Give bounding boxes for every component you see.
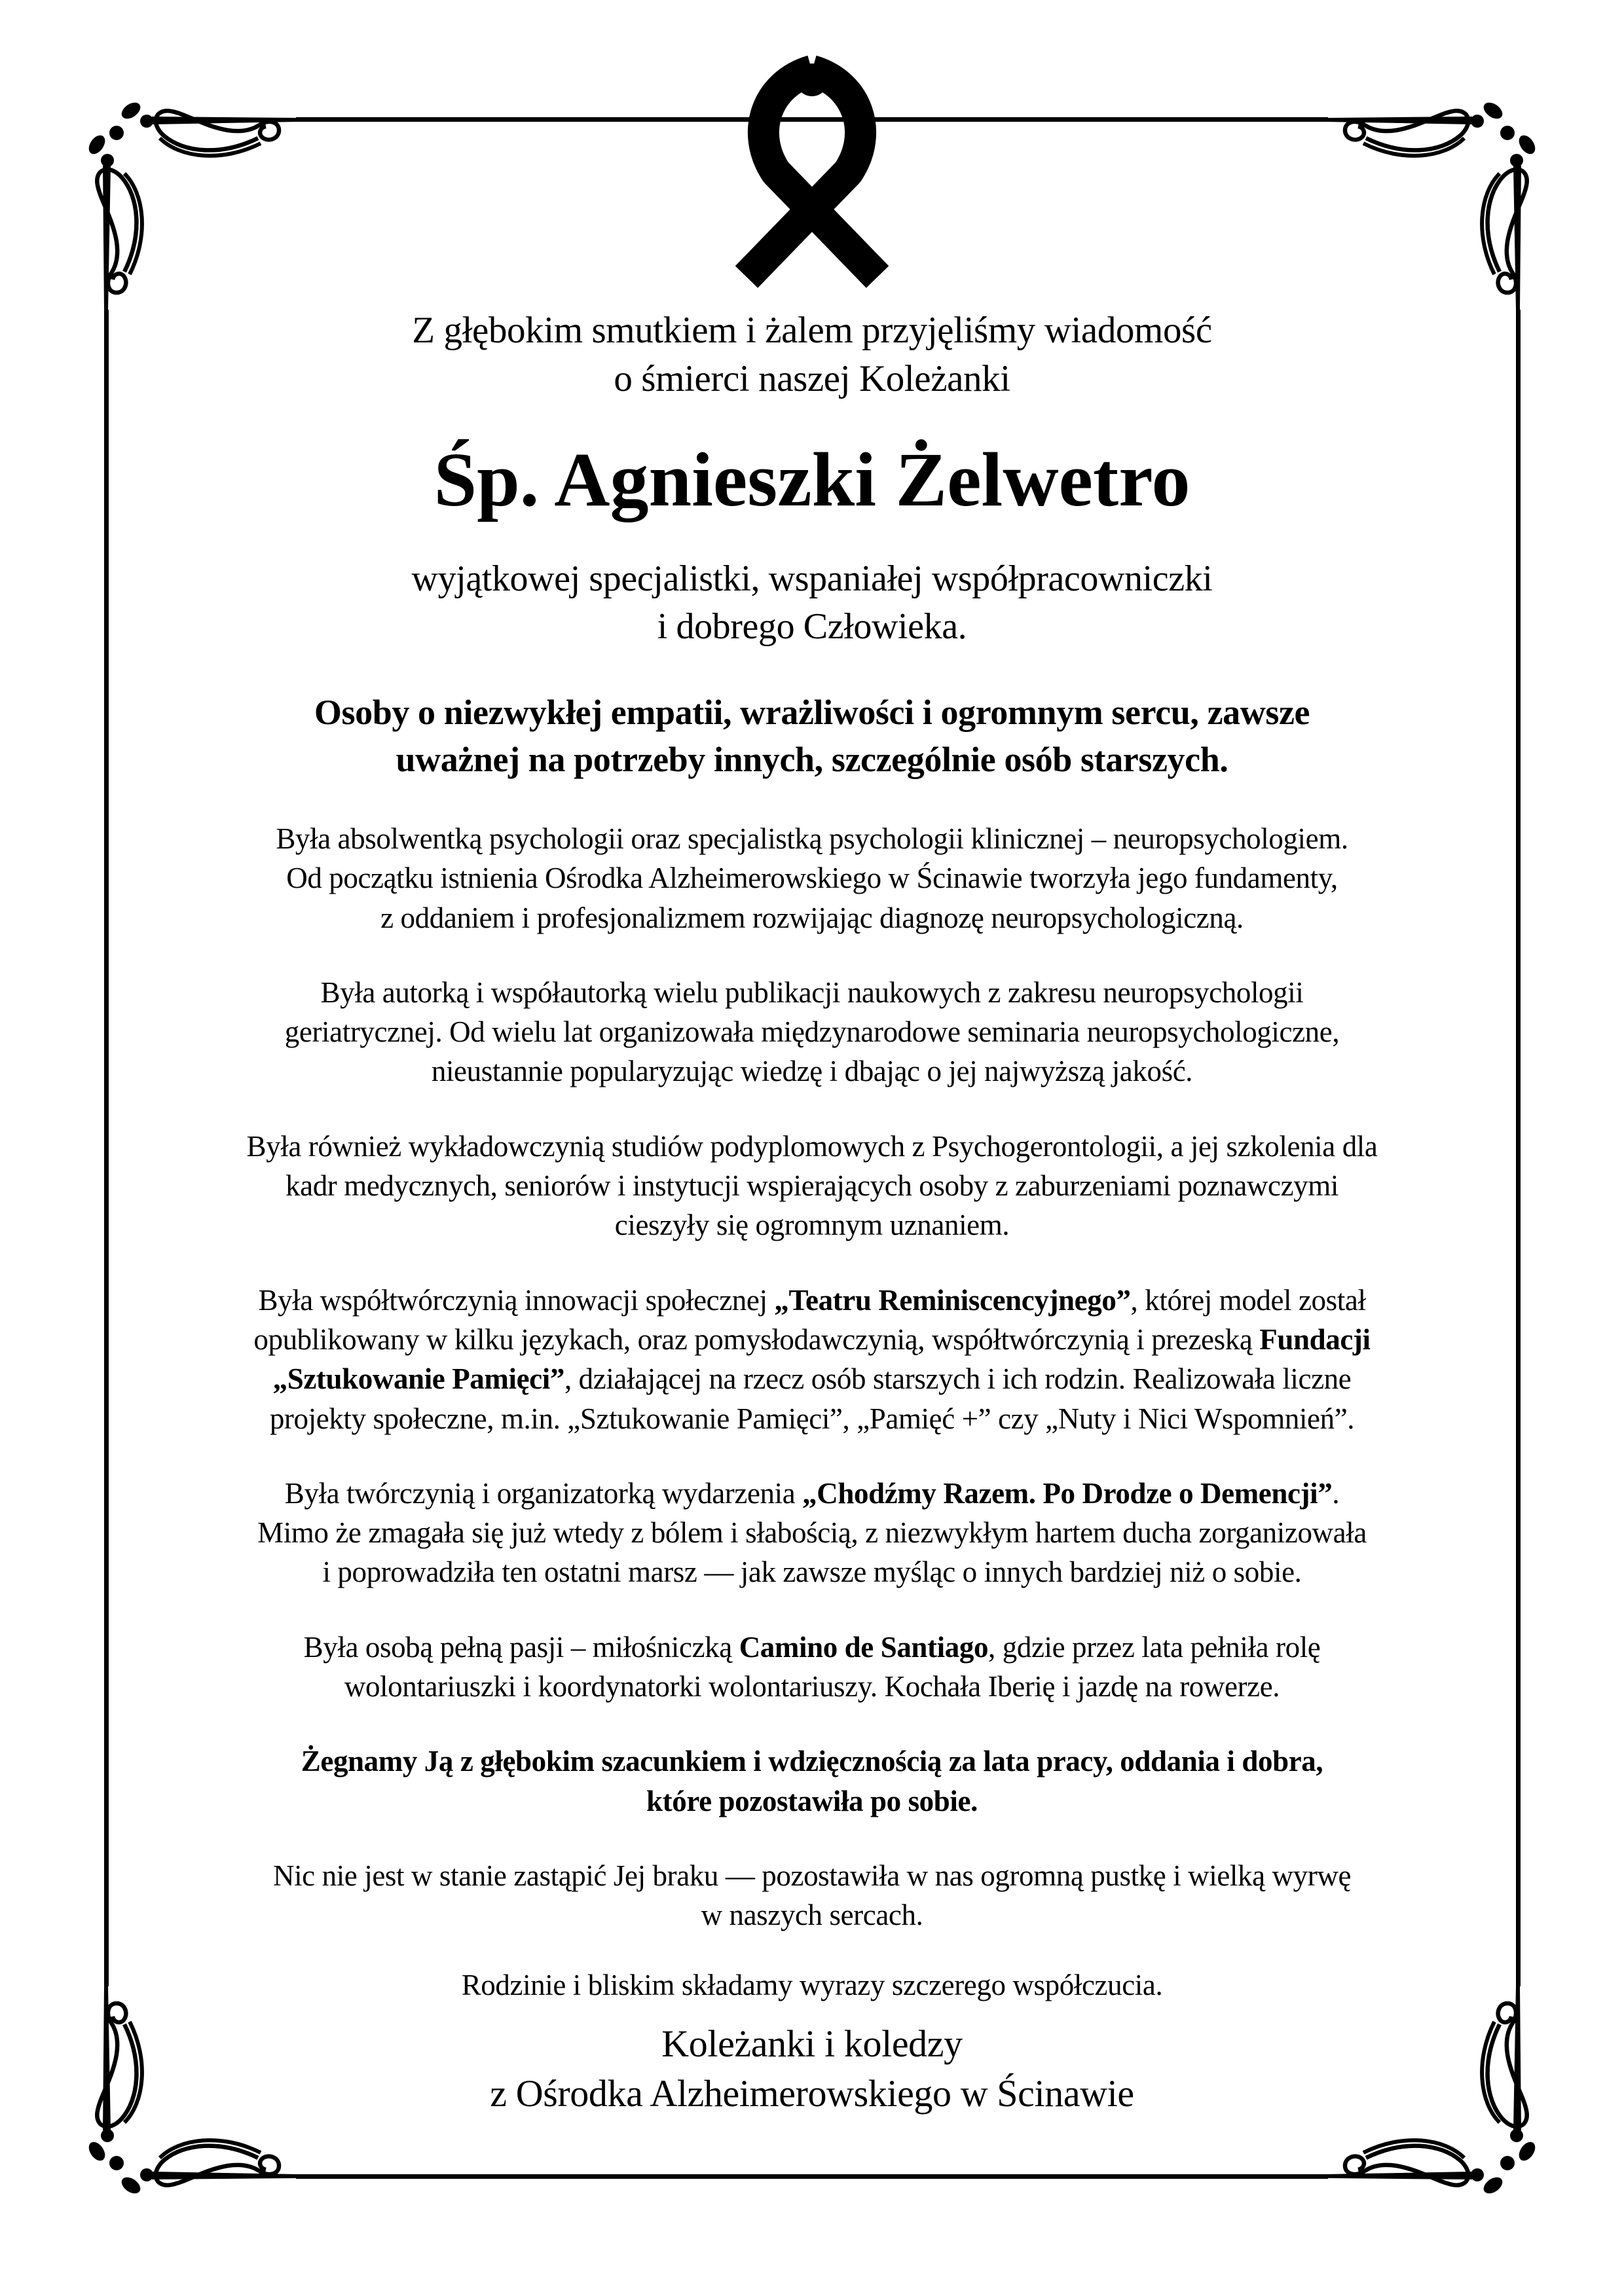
paragraph-foundation	[118, 1281, 1506, 1438]
paragraph-line: które pozostawiła po sobie.	[646, 1784, 978, 1817]
paragraph-line: Była twórczynią i organizatorką wydarzenia „Chodźmy Razem. Po Drodze o Demencji”.	[284, 1476, 1340, 1510]
paragraph-line: Była osobą pełną pasji – miłośniczką Camino de Santiago, gdzie przez lata pełniła rolę	[303, 1630, 1321, 1664]
paragraph-line: i poprowadziła ten ostatni marsz — jak zawsze myśląc o innych bardziej niż o sobie.	[322, 1556, 1302, 1589]
paragraph-line: Nic nie jest w stanie zastąpić Jej braku — pozostawiła w nas ogromną pustkę i wielką wyrwę	[272, 1859, 1352, 1892]
frame-line-left	[104, 310, 109, 1986]
deceased-name: Śp. Agnieszki Żelwetro	[434, 437, 1190, 523]
subtitle-block	[118, 555, 1506, 651]
paragraph-passions	[118, 1628, 1506, 1707]
paragraph-line: projekty społeczne, m.in. „Sztukowanie Pamięci”, „Pamięć +” czy „Nuty i Nici Wspomnień”.	[269, 1402, 1355, 1435]
condolence-line: Rodzinie i bliskim składamy wyrazy szczerego współczucia.	[461, 1968, 1163, 2001]
signature-line-1: Koleżanki i koledzy	[661, 2022, 963, 2065]
paragraph-education	[118, 819, 1506, 938]
paragraph-line: „Sztukowanie Pamięci”, działającej na rzecz osób starszych i ich rodzin. Realizowała liczne	[272, 1362, 1352, 1396]
paragraph-line: w naszych sercach.	[701, 1899, 923, 1932]
paragraph-line: opublikowany w kilku językach, oraz pomysłodawczynią, współtwórczynią i prezeską Fundacji	[253, 1322, 1371, 1356]
frame-line-bottom	[296, 2174, 1328, 2179]
paragraph-farewell	[118, 1741, 1506, 1821]
paragraph-line: Mimo że zmagała się już wtedy z bólem i słabością, z niezwykłym hartem ducha zorganizowała	[257, 1516, 1367, 1550]
paragraph-line: cieszyły się ogromnym uznaniem.	[614, 1209, 1010, 1242]
lead-line-1: Osoby o niezwykłej empatii, wrażliwości i ogromnym sercu, zawsze	[314, 693, 1310, 733]
paragraph-loss	[118, 1856, 1506, 1935]
corner-flourish-top-left-icon	[86, 100, 296, 310]
paragraph-publications	[118, 973, 1506, 1091]
subtitle-line-1: wyjątkowej specjalistki, wspaniałej współpracowniczki	[411, 558, 1213, 599]
paragraph-line: Była autorką i współautorką wielu publikacji naukowych z zakresu neuropsychologii	[320, 975, 1304, 1009]
paragraph-line: Była również wykładowczynią studiów podyplomowych z Psychogerontologii, a jej szkolenia dla	[246, 1129, 1378, 1163]
paragraph-line: Była absolwentką psychologii oraz specjalistką psychologii klinicznej – neuropsychologiem.	[276, 822, 1348, 855]
frame-line-right	[1516, 310, 1521, 1986]
intro-line-2: o śmierci naszej Koleżanki	[614, 358, 1010, 400]
subtitle-line-2: i dobrego Człowieka.	[657, 606, 967, 647]
lead-line-2: uważnej na potrzeby innych, szczególnie osób starszych.	[396, 740, 1228, 780]
intro-line-1: Z głębokim smutkiem i żalem przyjęliśmy wiadomość	[412, 310, 1212, 351]
signature-block	[118, 2019, 1506, 2119]
paragraph-lecturer	[118, 1127, 1506, 1245]
paragraph-line: Była współtwórczynią innowacji społecznej „Teatru Reminiscencyjnego”, której model został	[258, 1283, 1366, 1317]
paragraph-line: geriatrycznej. Od wielu lat organizowała międzynarodowe seminaria neuropsychologiczne,	[284, 1015, 1340, 1049]
obituary-content	[118, 306, 1506, 2119]
paragraph-line: kadr medycznych, seniorów i instytucji wspierających osoby z zaburzeniami poznawczymi	[286, 1169, 1338, 1203]
lead-block	[118, 689, 1506, 784]
paragraph-line: Od początku istnienia Ośrodka Alzheimerowskiego w Ścinawie tworzyła jego fundamenty,	[286, 862, 1338, 895]
intro-block	[118, 306, 1506, 403]
corner-flourish-top-right-icon	[1328, 100, 1538, 310]
paragraph-line: Żegnamy Ją z głębokim szacunkiem i wdzięcznością za lata pracy, oddania i dobra,	[301, 1745, 1323, 1778]
mourning-ribbon-icon	[714, 51, 910, 300]
paragraph-line: nieustannie popularyzując wiedzę i dbając o jej najwyższą jakość.	[431, 1055, 1193, 1088]
signature-line-2: z Ośrodka Alzheimerowskiego w Ścinawie	[490, 2072, 1134, 2115]
paragraph-line: wolontariuszki i koordynatorki wolontariuszy. Kochała Iberię i jazdę na rowerze.	[344, 1670, 1280, 1704]
paragraph-line: z oddaniem i profesjonalizmem rozwijając diagnozę neuropsychologiczną.	[380, 901, 1244, 934]
paragraph-march	[118, 1474, 1506, 1592]
